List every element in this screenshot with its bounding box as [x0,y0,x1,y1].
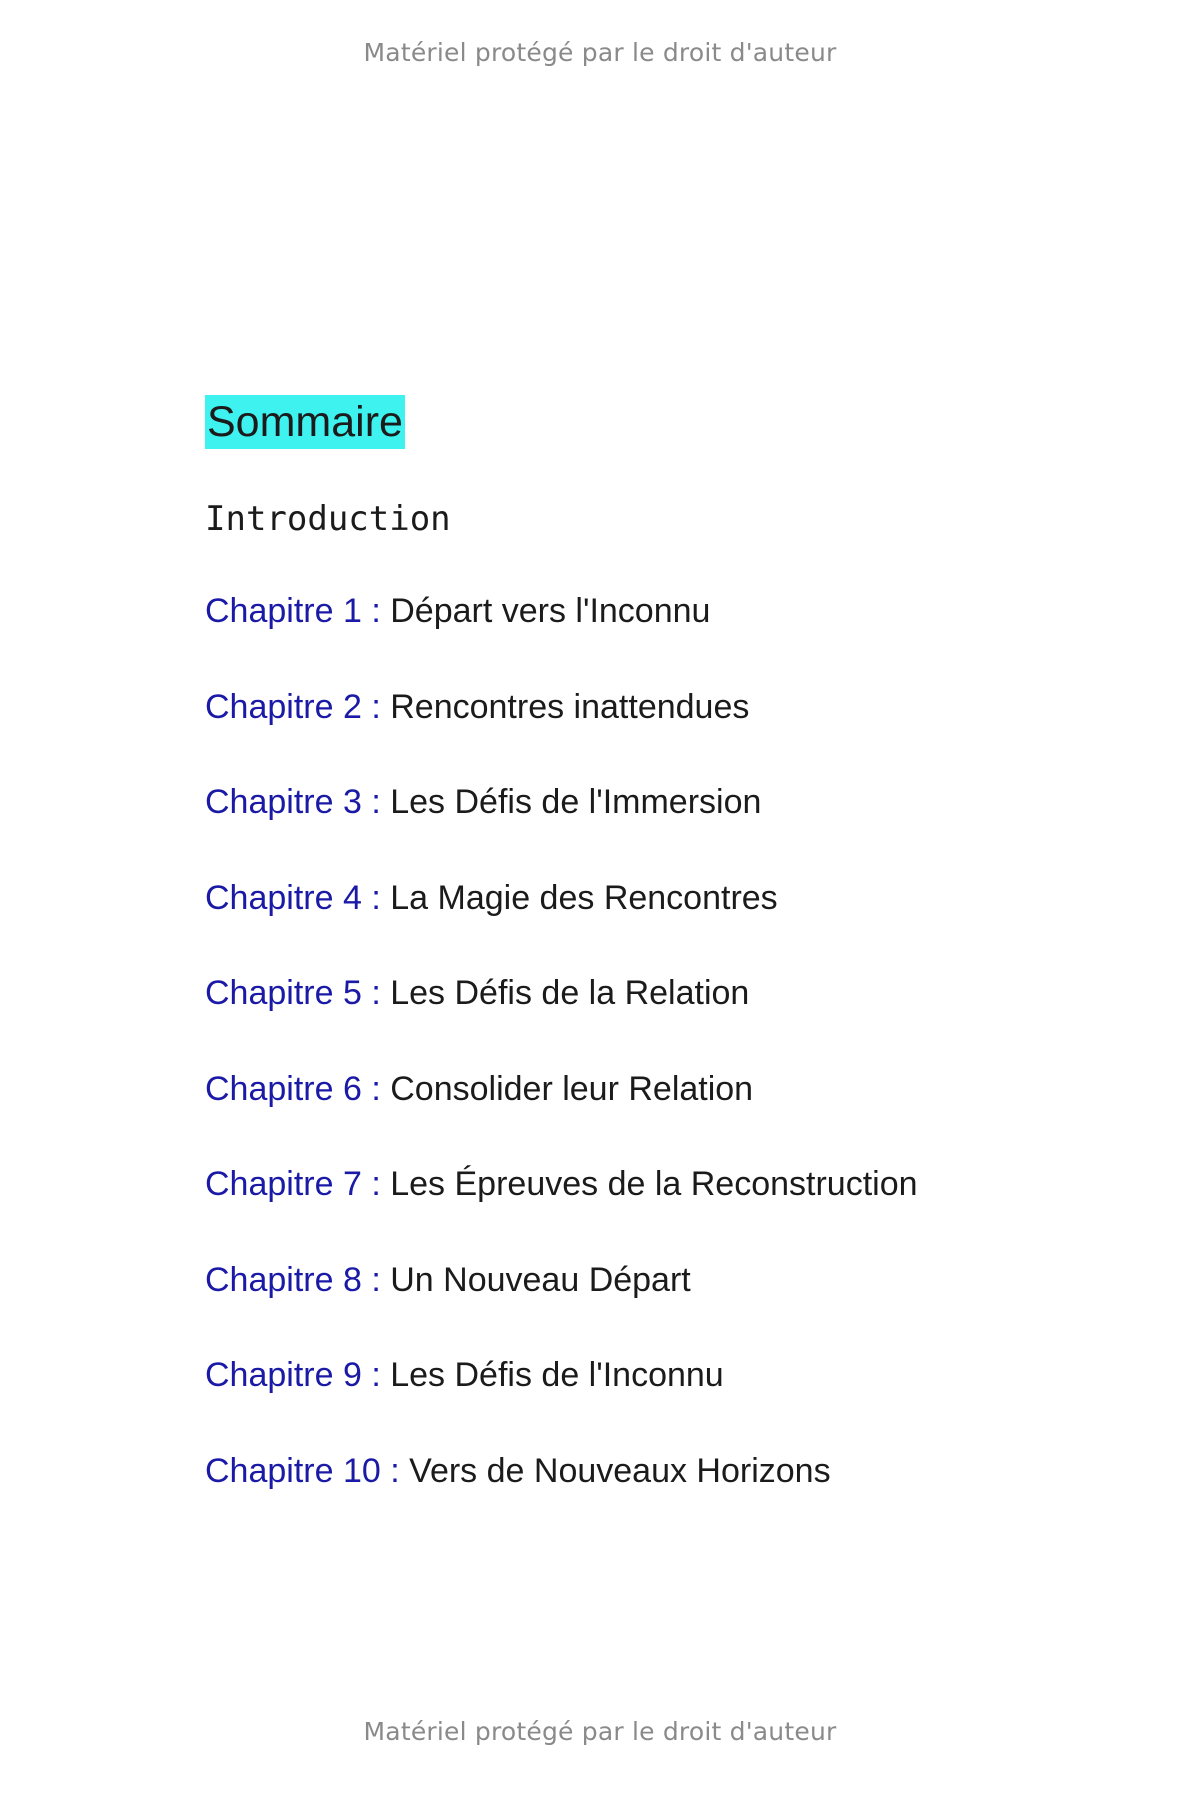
chapter-title: La Magie des Rencontres [390,878,778,917]
chapter-label: Chapitre 7 [205,1165,362,1203]
chapter-item-5 [205,973,1105,1013]
chapter-separator: : [371,687,381,726]
chapter-label: Chapitre 4 [205,878,362,917]
chapter-item-9 [205,1355,1105,1395]
toc-title: Sommaire [205,395,405,449]
chapter-item-2 [205,687,1105,727]
copyright-watermark-bottom: Matériel protégé par le droit d'auteur [363,1717,837,1746]
chapter-title: Rencontres inattendues [390,687,750,726]
chapter-title: Les Défis de l'Inconnu [390,1356,724,1394]
chapter-item-7 [205,1164,1105,1204]
chapter-label: Chapitre 6 [205,1069,362,1108]
chapter-label: Chapitre 5 [205,974,362,1012]
toc-introduction: Introduction [205,499,451,539]
chapter-list [205,591,1105,1491]
chapter-label: Chapitre 10 [205,1451,381,1490]
chapter-separator: : [371,783,381,821]
chapter-label: Chapitre 2 [205,687,362,726]
chapter-separator: : [371,1260,381,1299]
chapter-title: Les Défis de la Relation [390,974,750,1012]
copyright-watermark-top: Matériel protégé par le droit d'auteur [363,38,837,67]
chapter-title: Vers de Nouveaux Horizons [409,1451,831,1490]
chapter-title: Les Épreuves de la Reconstruction [390,1165,918,1203]
chapter-separator: : [371,878,381,917]
chapter-separator: : [371,592,381,630]
chapter-item-6 [205,1069,1105,1109]
chapter-title: Départ vers l'Inconnu [390,592,711,630]
chapter-label: Chapitre 3 [205,783,362,821]
chapter-item-10 [205,1451,1105,1491]
chapter-label: Chapitre 1 [205,592,362,630]
chapter-separator: : [371,974,381,1012]
chapter-title: Un Nouveau Départ [390,1260,691,1299]
chapter-label: Chapitre 8 [205,1260,362,1299]
table-of-contents [205,395,1105,1546]
chapter-label: Chapitre 9 [205,1356,362,1394]
chapter-item-8 [205,1260,1105,1300]
chapter-item-4 [205,878,1105,918]
chapter-separator: : [390,1451,400,1490]
chapter-separator: : [371,1069,381,1108]
chapter-item-3 [205,782,1105,822]
chapter-separator: : [371,1165,381,1203]
chapter-title: Les Défis de l'Immersion [390,783,762,821]
chapter-separator: : [371,1356,381,1394]
chapter-title: Consolider leur Relation [390,1069,754,1108]
chapter-item-1 [205,591,1105,631]
